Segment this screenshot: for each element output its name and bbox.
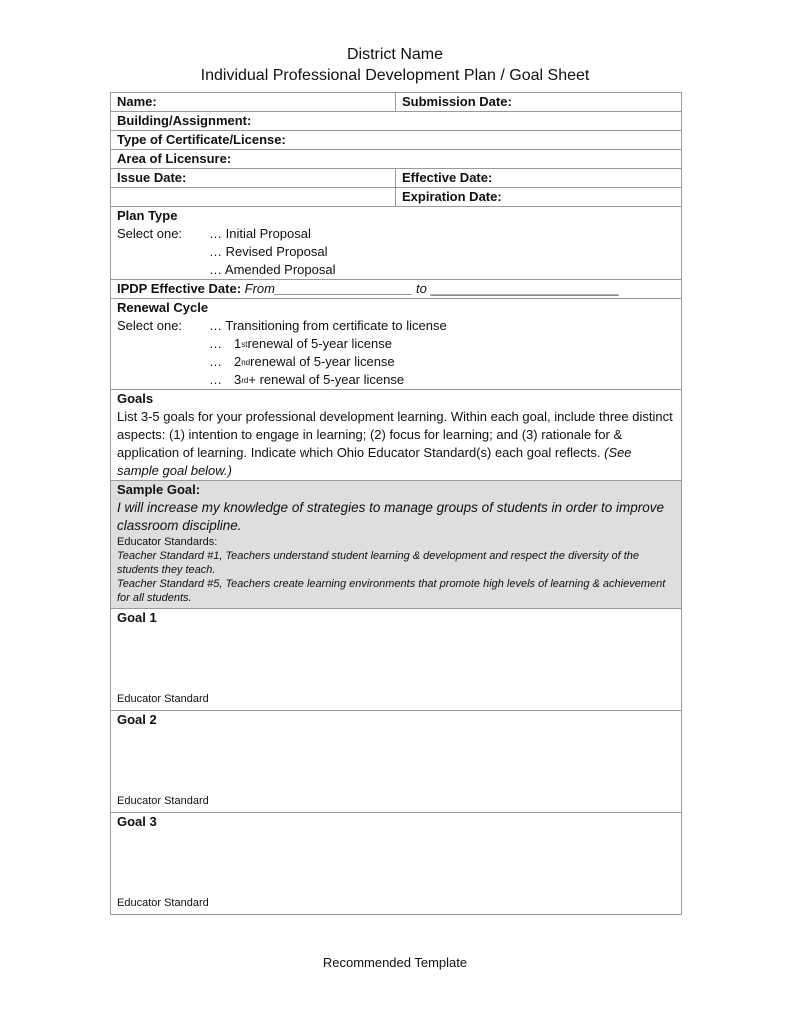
renewal-cycle-heading: Renewal Cycle (117, 300, 209, 315)
form-title: Individual Professional Development Plan / Goal Sheet (200, 67, 590, 84)
goals-heading: Goals (117, 391, 154, 406)
goals-instructions: List 3-5 goals for your professional development learning. Within each goal, include three distinct aspects: (1) intention to engage in learning; (2) focus for learning; and (3) rationale for & application of learning. Indicate which Ohio Educator Standard(s) each goal reflects. (See sample goal below.) (117, 409, 673, 478)
ipdp-to-label: to (415, 281, 427, 296)
blank-cell (111, 188, 396, 207)
option-third-renewal[interactable]: … 3 $^{rd}$ + renewal of 5-year license (209, 372, 405, 387)
goals-section (111, 390, 682, 481)
option-amended-proposal[interactable]: … Amended Proposal (209, 262, 336, 277)
footer-label: Recommended Template (322, 955, 468, 970)
name-field[interactable]: Name: (111, 93, 396, 112)
sample-goal-heading: Sample Goal: (117, 482, 201, 497)
expiration-date-field[interactable]: Expiration Date: (396, 188, 682, 207)
building-assignment-field[interactable]: Building/Assignment: (111, 112, 682, 131)
ipdp-from[interactable]: From___________________ (244, 281, 413, 296)
sample-standard-5: Teacher Standard #5, Teachers create learning environments that promote high levels of learning & achievement for all students. (117, 578, 666, 604)
goal-1-field[interactable] (111, 609, 682, 711)
goal-1-educator-standard: Educator Standard (117, 693, 209, 705)
area-of-licensure-field[interactable]: Area of Licensure: (111, 150, 682, 169)
option-first-renewal[interactable]: … 1 $^{st}$ renewal of 5-year license (209, 336, 392, 351)
plan-type-select-label: Select one: (117, 226, 183, 241)
renewal-cycle-section (111, 299, 682, 390)
goal-3-educator-standard: Educator Standard (117, 897, 209, 909)
ipdp-effective-date-label: IPDP Effective Date: (117, 281, 242, 296)
goal-2-educator-standard: Educator Standard (117, 795, 209, 807)
option-transitioning[interactable]: … Transitioning from certificate to license (209, 318, 447, 333)
issue-date-field[interactable]: Issue Date: (111, 169, 396, 188)
option-revised-proposal[interactable]: … Revised Proposal (209, 244, 328, 259)
ipdp-to-blank[interactable]: __________________________ (430, 281, 619, 296)
sample-goal-section (111, 481, 682, 609)
goal-1-heading: Goal 1 (117, 610, 157, 625)
district-name: District Name (346, 46, 443, 63)
sample-goal-statement: I will increase my knowledge of strategies to manage groups of students in order to improve classroom discipline. (117, 500, 665, 533)
ipdp-effective-date-row[interactable] (111, 280, 682, 299)
option-second-renewal[interactable]: … 2 $^{nd}$ renewal of 5-year license (209, 354, 395, 369)
plan-type-section (111, 207, 682, 280)
renewal-select-label: Select one: (117, 318, 183, 333)
goal-3-heading: Goal 3 (117, 814, 157, 829)
goal-2-heading: Goal 2 (117, 712, 157, 727)
sample-standards-label: Educator Standards: (117, 536, 218, 548)
submission-date-field[interactable]: Submission Date: (396, 93, 682, 112)
option-initial-proposal[interactable]: … Initial Proposal (209, 226, 311, 241)
goal-3-field[interactable] (111, 813, 682, 915)
goal-2-field[interactable] (111, 711, 682, 813)
effective-date-field[interactable]: Effective Date: (396, 169, 682, 188)
plan-form (110, 92, 682, 915)
plan-type-heading: Plan Type (117, 208, 178, 223)
certificate-type-field[interactable]: Type of Certificate/License: (111, 131, 682, 150)
sample-standard-1: Teacher Standard #1, Teachers understand student learning & development and respect the diversity of the students they teach. (117, 550, 640, 576)
